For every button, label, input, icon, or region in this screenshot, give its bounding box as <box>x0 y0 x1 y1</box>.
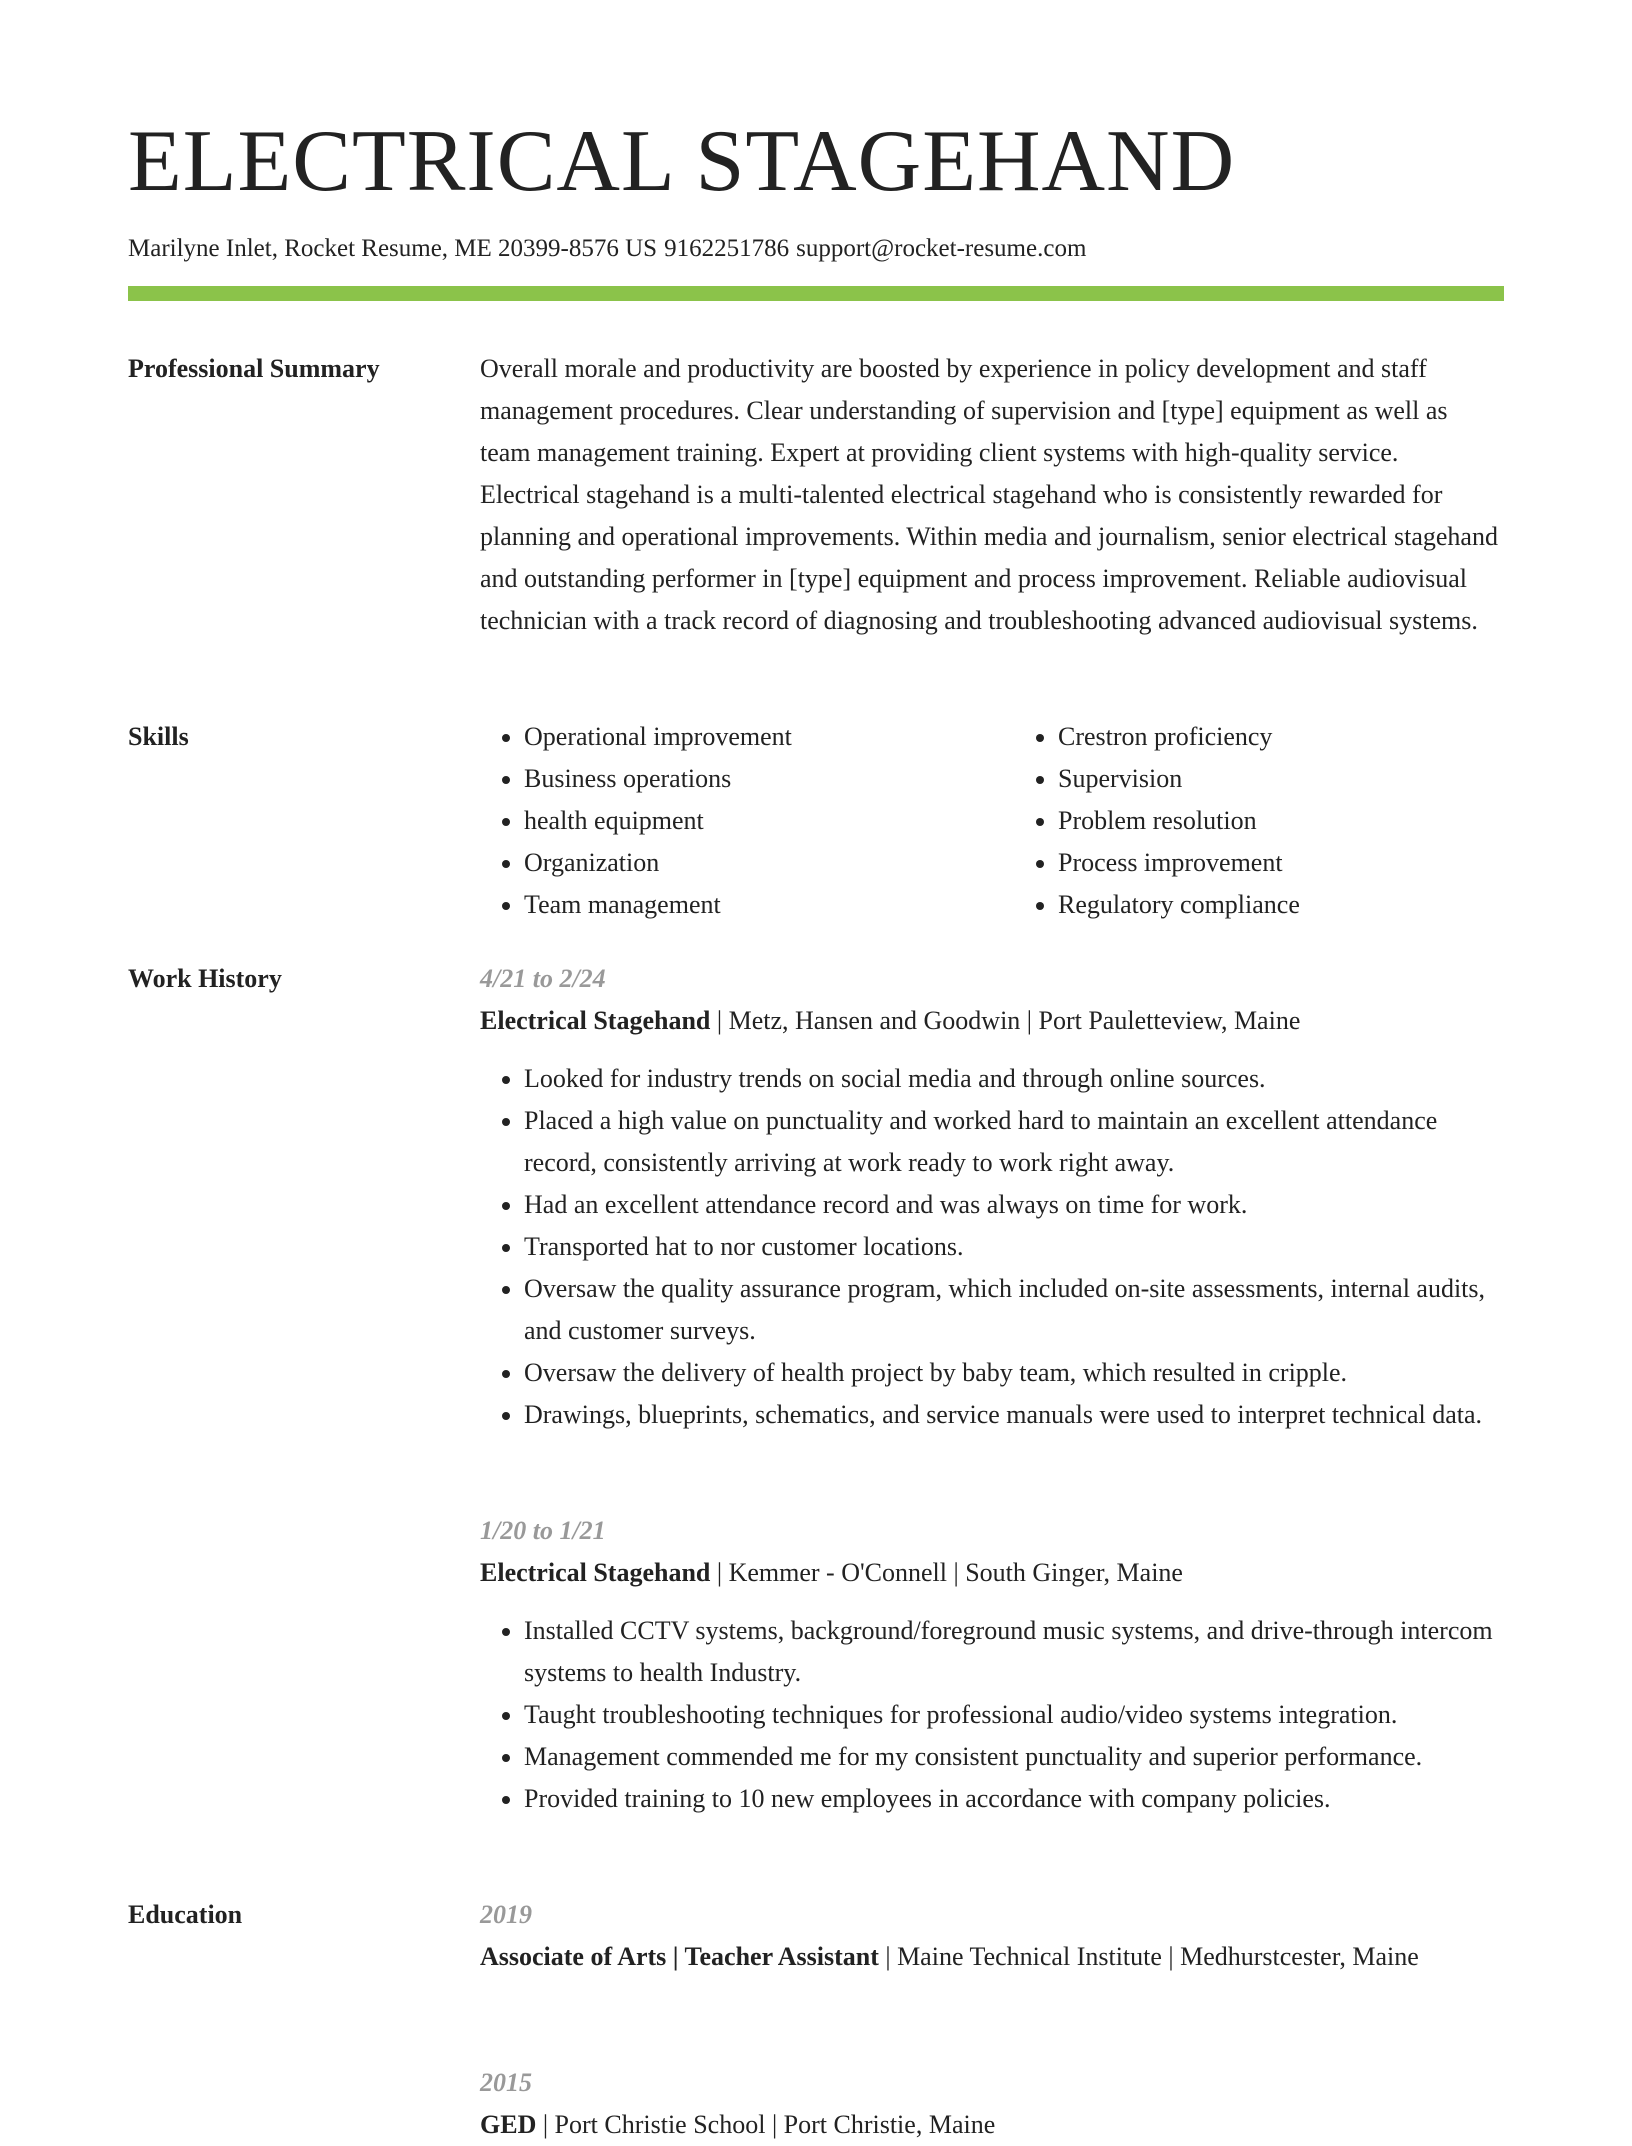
job-bullet: • Oversaw the delivery of health project by baby team, which resulted in cripple. <box>524 1352 1504 1394</box>
job-bullet: • Provided training to 10 new employees in accordance with company policies. <box>524 1778 1504 1820</box>
job-details: | Kemmer - O'Connell | South Ginger, Maine <box>710 1558 1183 1587</box>
skill-item: • Organization <box>524 842 970 884</box>
job-bullet: • Management commended me for my consistent punctuality and superior performance. <box>524 1736 1504 1778</box>
education-heading: Education <box>128 1900 243 1929</box>
degree-details: | Maine Technical Institute | Medhurstcester, Maine <box>878 1942 1419 1971</box>
job-bullet: • Placed a high value on punctuality and worked hard to maintain an excellent attendance record, consistently arriving at work ready to work right away. <box>524 1100 1504 1184</box>
job-bullet: • Taught troubleshooting techniques for professional audio/video systems integration. <box>524 1694 1504 1736</box>
job-role <box>480 1552 1504 1594</box>
job-entry <box>480 1510 1504 1820</box>
skill-item: • Supervision <box>1058 758 1504 800</box>
summary-body <box>480 348 1504 642</box>
candidate-name: ELECTRICAL STAGEHAND <box>128 113 1236 210</box>
job-role <box>480 1000 1504 1042</box>
job-bullets <box>480 1058 1504 1436</box>
contact-email: support@rocket-resume.com <box>796 235 1087 262</box>
degree-title: GED <box>480 2110 537 2139</box>
job-bullets <box>480 1610 1504 1820</box>
skills-list-right <box>1014 716 1504 926</box>
skills-columns <box>480 716 1504 926</box>
education-degree <box>480 1936 1504 1978</box>
skill-item: • Operational improvement <box>524 716 970 758</box>
skill-item: • Business operations <box>524 758 970 800</box>
job-bullet: • Had an excellent attendance record and was always on time for work. <box>524 1184 1504 1226</box>
job-bullet: • Oversaw the quality assurance program, which included on-site assessments, internal audits, and customer surveys. <box>524 1268 1504 1352</box>
education-entry <box>480 2062 1504 2146</box>
job-title: Electrical Stagehand <box>480 1558 711 1587</box>
skills-list-left <box>480 716 970 926</box>
education-date: 2019 <box>480 1900 532 1929</box>
summary-heading: Professional Summary <box>128 354 380 383</box>
job-date: 4/21 to 2/24 <box>480 964 606 993</box>
job-details: | Metz, Hansen and Goodwin | Port Pauletteview, Maine <box>710 1006 1301 1035</box>
skill-item: • Team management <box>524 884 970 926</box>
skill-item: • Crestron proficiency <box>1058 716 1504 758</box>
job-date: 1/20 to 1/21 <box>480 1516 606 1545</box>
skill-item: • Problem resolution <box>1058 800 1504 842</box>
education-date: 2015 <box>480 2068 532 2097</box>
skill-item: • Regulatory compliance <box>1058 884 1504 926</box>
summary-text: Overall morale and productivity are boosted by experience in policy development and staff management procedures. Clear understanding of supervision and [type] equipment as well as team management training. Expert at providing client systems with high-quality service. Electrical stagehand is a multi-talented electrical stagehand who is consistently rewarded for planning and operational improvements. Within media and journalism, senior electrical stagehand and outstanding performer in [type] equipment and process improvement. Reliable audiovisual technician with a track record of diagnosing and troubleshooting advanced audiovisual systems. <box>480 354 1498 635</box>
degree-title: Associate of Arts | Teacher Assistant <box>480 1942 879 1971</box>
degree-details: | Port Christie School | Port Christie, Maine <box>536 2110 996 2139</box>
contact-line <box>128 232 1086 266</box>
job-bullet: • Drawings, blueprints, schematics, and service manuals were used to interpret technical data. <box>524 1394 1504 1436</box>
skill-item: • Process improvement <box>1058 842 1504 884</box>
education-degree <box>480 2104 1504 2146</box>
job-bullet: • Installed CCTV systems, background/foreground music systems, and drive-through intercom systems to health Industry. <box>524 1610 1504 1694</box>
education-entry <box>480 1894 1504 1978</box>
job-bullet: • Transported hat to nor customer locations. <box>524 1226 1504 1268</box>
contact-phone: 9162251786 <box>664 235 790 262</box>
job-bullet: • Looked for industry trends on social media and through online sources. <box>524 1058 1504 1100</box>
skills-heading: Skills <box>128 722 189 751</box>
work-history-heading: Work History <box>128 964 282 993</box>
job-title: Electrical Stagehand <box>480 1006 711 1035</box>
skill-item: • health equipment <box>524 800 970 842</box>
job-entry <box>480 958 1504 1436</box>
contact-address: Marilyne Inlet, Rocket Resume, ME 20399-8576 US <box>128 235 658 262</box>
header-divider <box>128 286 1504 301</box>
